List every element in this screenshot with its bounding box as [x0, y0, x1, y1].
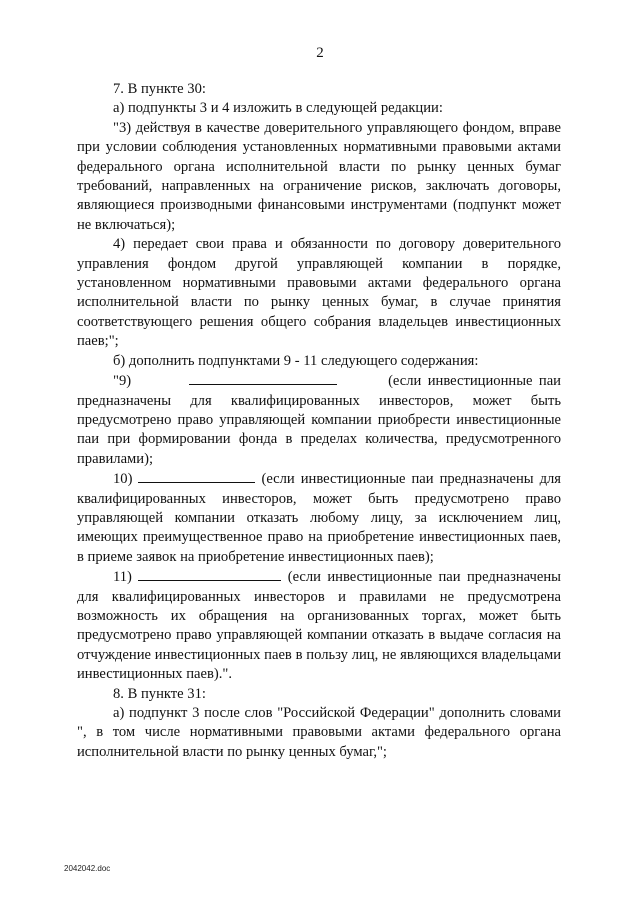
paragraph-subitem-b: б) дополнить подпунктами 9 - 11 следующего содержания: — [113, 352, 479, 369]
paragraph-subpoint-4: 4) передает свои права и обязанности по договору доверительного управления фондом другой управляющей компании в порядке, установленном нормативными правовыми актами федерального органа исполнительной власти по рынку ценных бумаг, в случае принятия соответствующего решения общего собрания владельцев инвестиционных паев;"; — [77, 236, 561, 350]
paragraph-subpoint-10 — [77, 469, 561, 567]
paragraph-item-8-subitem-a: а) подпункт 3 после слов "Российской Федерации" дополнить словами ", в том числе нормативными правовыми актами федерального органа исполнительной власти по рынку ценных бумаг,"; — [77, 705, 561, 760]
paragraph-subpoint-11 — [77, 567, 561, 684]
paragraph-item-7: 7. В пункте 30: — [113, 81, 206, 97]
fill-in-blank — [189, 371, 337, 385]
fill-in-blank — [138, 469, 255, 483]
page-number: 2 — [316, 45, 324, 61]
paragraph-subitem-a: а) подпункты 3 и 4 изложить в следующей редакции: — [113, 100, 443, 117]
subpoint-10-number: 10) — [113, 471, 133, 488]
footer-filename: 2042042.doc — [64, 864, 111, 873]
document-body — [77, 80, 561, 762]
subpoint-11-number: 11) — [113, 569, 132, 586]
paragraph-item-8: 8. В пункте 31: — [113, 685, 206, 702]
fill-in-blank — [138, 567, 281, 581]
subpoint-10-text: (если инвестиционные паи предназначены для квалифицированных инвесторов, может быть предусмотрено право управляющей компании отказать любому лицу, за исключением лиц, имеющих преимущественное право на приобретение инвестиционных паев, в приеме заявок на приобретение инвестиционных паев); — [77, 471, 561, 565]
paragraph-subpoint-9 — [77, 371, 561, 469]
paragraph-subpoint-3: "3) действуя в качестве доверительного управляющего фондом, вправе при условии соблюдения установленных нормативными правовыми актами федерального органа исполнительной власти по рынку ценных бумаг требований, направленных на ограничение рисков, заключать договоры, являющиеся производными финансовыми инструментами (подпункт может не включаться); — [77, 119, 561, 233]
subpoint-9-text: (если инвестиционные паи предназначены для квалифицированных инвесторов, может быть предусмотрено право управляющей компании приобрести инвестиционные паи при формировании фонда в пределах количества, предусмотренного правилами); — [77, 373, 561, 467]
subpoint-9-number: "9) — [113, 373, 132, 390]
subpoint-11-text: (если инвестиционные паи предназначены для квалифицированных инвесторов и правилами не предусмотрена возможность их обращения на организованных торгах, может быть предусмотрено право управляющей компании отказать в выдаче согласия на отчуждение инвестиционных паев в пользу лиц, не являющихся владельцами инвестиционных паев).". — [77, 569, 561, 683]
